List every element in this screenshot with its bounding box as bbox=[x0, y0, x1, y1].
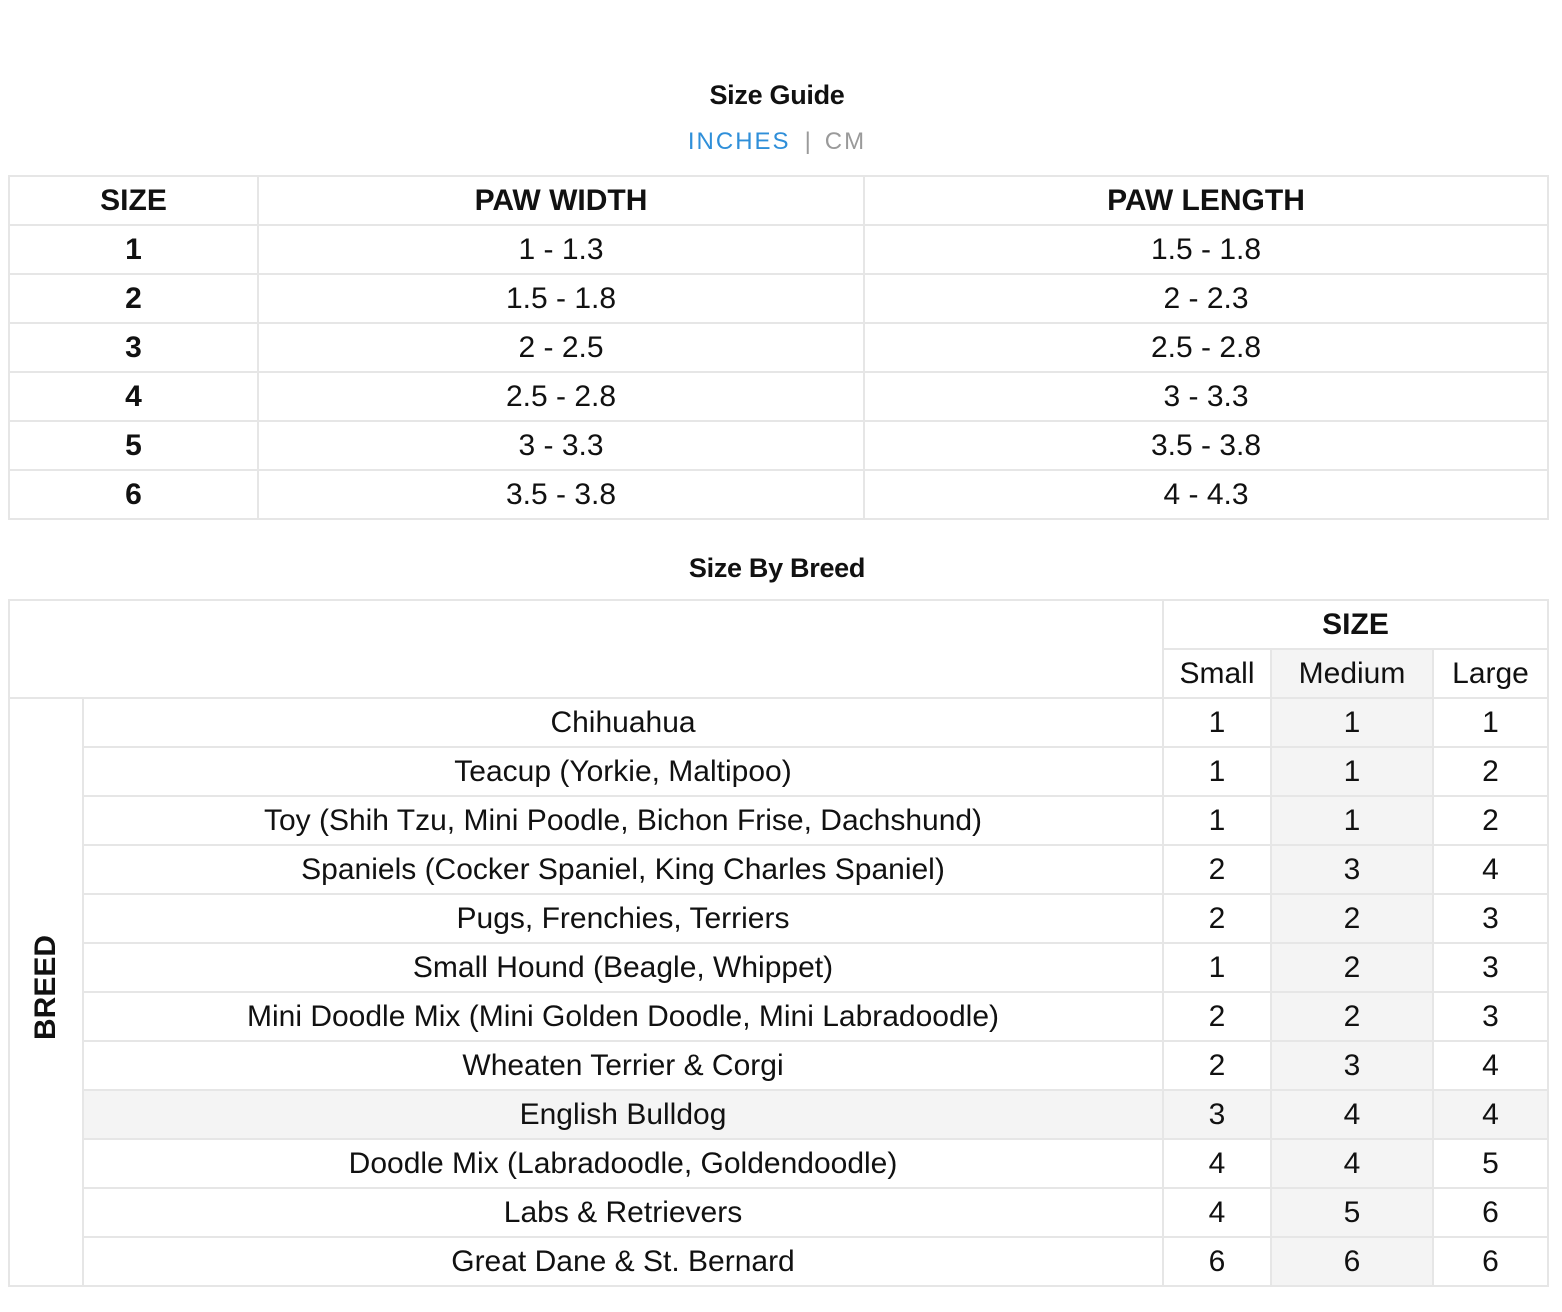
breed-axis-label: BREED bbox=[29, 935, 62, 1041]
paw-width-cell: 2 - 2.5 bbox=[258, 323, 864, 372]
breed-name-cell: Teacup (Yorkie, Maltipoo) bbox=[83, 747, 1163, 796]
size-cell: 5 bbox=[9, 421, 258, 470]
large-size-cell: 2 bbox=[1433, 747, 1548, 796]
small-size-cell: 4 bbox=[1163, 1139, 1271, 1188]
table-row bbox=[9, 470, 1548, 519]
table-row bbox=[9, 421, 1548, 470]
unit-toggle bbox=[0, 128, 1554, 156]
header-paw-width: PAW WIDTH bbox=[258, 176, 864, 225]
table-row bbox=[9, 943, 1548, 992]
breed-name-cell: Chihuahua bbox=[83, 698, 1163, 747]
table-row bbox=[9, 1090, 1548, 1139]
small-size-cell: 3 bbox=[1163, 1090, 1271, 1139]
small-size-cell: 1 bbox=[1163, 698, 1271, 747]
paw-length-cell: 2.5 - 2.8 bbox=[864, 323, 1548, 372]
breed-name-cell: Labs & Retrievers bbox=[83, 1188, 1163, 1237]
table-row bbox=[9, 845, 1548, 894]
breed-axis-label-cell bbox=[9, 698, 83, 1286]
large-size-cell: 3 bbox=[1433, 894, 1548, 943]
column-large: Large bbox=[1433, 649, 1548, 698]
medium-size-cell: 4 bbox=[1271, 1139, 1433, 1188]
medium-size-cell: 6 bbox=[1271, 1237, 1433, 1286]
medium-size-cell: 1 bbox=[1271, 747, 1433, 796]
medium-size-cell: 1 bbox=[1271, 796, 1433, 845]
size-cell: 6 bbox=[9, 470, 258, 519]
table-row bbox=[9, 1188, 1548, 1237]
large-size-cell: 6 bbox=[1433, 1237, 1548, 1286]
small-size-cell: 2 bbox=[1163, 894, 1271, 943]
table-row bbox=[9, 372, 1548, 421]
breed-name-cell: Wheaten Terrier & Corgi bbox=[83, 1041, 1163, 1090]
size-guide-table bbox=[8, 175, 1549, 520]
medium-size-cell: 2 bbox=[1271, 943, 1433, 992]
table-row bbox=[9, 323, 1548, 372]
header-paw-length: PAW LENGTH bbox=[864, 176, 1548, 225]
breed-name-cell: Toy (Shih Tzu, Mini Poodle, Bichon Frise, Dachshund) bbox=[83, 796, 1163, 845]
large-size-cell: 3 bbox=[1433, 943, 1548, 992]
medium-size-cell: 3 bbox=[1271, 845, 1433, 894]
large-size-cell: 5 bbox=[1433, 1139, 1548, 1188]
size-cell: 4 bbox=[9, 372, 258, 421]
unit-inches-tab[interactable]: INCHES bbox=[687, 128, 791, 155]
table-row bbox=[9, 894, 1548, 943]
table-row bbox=[9, 796, 1548, 845]
small-size-cell: 1 bbox=[1163, 796, 1271, 845]
large-size-cell: 4 bbox=[1433, 1041, 1548, 1090]
small-size-cell: 2 bbox=[1163, 1041, 1271, 1090]
size-group-header: SIZE bbox=[1163, 600, 1548, 649]
table-row bbox=[9, 1139, 1548, 1188]
paw-length-cell: 1.5 - 1.8 bbox=[864, 225, 1548, 274]
table-row bbox=[9, 747, 1548, 796]
breed-name-cell: Great Dane & St. Bernard bbox=[83, 1237, 1163, 1286]
size-cell: 2 bbox=[9, 274, 258, 323]
table-row bbox=[9, 225, 1548, 274]
breed-name-cell: Pugs, Frenchies, Terriers bbox=[83, 894, 1163, 943]
medium-size-cell: 2 bbox=[1271, 894, 1433, 943]
table-row bbox=[9, 1237, 1548, 1286]
blank-corner-cell bbox=[9, 600, 1163, 698]
large-size-cell: 1 bbox=[1433, 698, 1548, 747]
breed-name-cell: English Bulldog bbox=[83, 1090, 1163, 1139]
large-size-cell: 2 bbox=[1433, 796, 1548, 845]
breed-name-cell: Doodle Mix (Labradoodle, Goldendoodle) bbox=[83, 1139, 1163, 1188]
size-by-breed-title: Size By Breed bbox=[688, 553, 866, 583]
paw-width-cell: 2.5 - 2.8 bbox=[258, 372, 864, 421]
medium-size-cell: 5 bbox=[1271, 1188, 1433, 1237]
table-row bbox=[9, 274, 1548, 323]
column-small: Small bbox=[1163, 649, 1271, 698]
table-row bbox=[9, 992, 1548, 1041]
table-row bbox=[9, 698, 1548, 747]
small-size-cell: 2 bbox=[1163, 845, 1271, 894]
size-cell: 3 bbox=[9, 323, 258, 372]
size-guide-title: Size Guide bbox=[709, 80, 845, 110]
medium-size-cell: 4 bbox=[1271, 1090, 1433, 1139]
unit-separator: | bbox=[804, 128, 811, 155]
size-cell: 1 bbox=[9, 225, 258, 274]
small-size-cell: 4 bbox=[1163, 1188, 1271, 1237]
medium-size-cell: 3 bbox=[1271, 1041, 1433, 1090]
breed-name-cell: Small Hound (Beagle, Whippet) bbox=[83, 943, 1163, 992]
large-size-cell: 4 bbox=[1433, 1090, 1548, 1139]
paw-length-cell: 4 - 4.3 bbox=[864, 470, 1548, 519]
small-size-cell: 6 bbox=[1163, 1237, 1271, 1286]
column-medium: Medium bbox=[1271, 649, 1433, 698]
paw-length-cell: 3.5 - 3.8 bbox=[864, 421, 1548, 470]
paw-length-cell: 3 - 3.3 bbox=[864, 372, 1548, 421]
medium-size-cell: 1 bbox=[1271, 698, 1433, 747]
medium-size-cell: 2 bbox=[1271, 992, 1433, 1041]
table-row bbox=[9, 1041, 1548, 1090]
header-size: SIZE bbox=[9, 176, 258, 225]
paw-width-cell: 3 - 3.3 bbox=[258, 421, 864, 470]
small-size-cell: 2 bbox=[1163, 992, 1271, 1041]
unit-cm-tab[interactable]: CM bbox=[824, 128, 867, 155]
paw-length-cell: 2 - 2.3 bbox=[864, 274, 1548, 323]
small-size-cell: 1 bbox=[1163, 943, 1271, 992]
large-size-cell: 3 bbox=[1433, 992, 1548, 1041]
small-size-cell: 1 bbox=[1163, 747, 1271, 796]
paw-width-cell: 1 - 1.3 bbox=[258, 225, 864, 274]
paw-width-cell: 1.5 - 1.8 bbox=[258, 274, 864, 323]
breed-size-group-row bbox=[9, 600, 1548, 649]
breed-name-cell: Mini Doodle Mix (Mini Golden Doodle, Mini Labradoodle) bbox=[83, 992, 1163, 1041]
paw-width-cell: 3.5 - 3.8 bbox=[258, 470, 864, 519]
size-by-breed-table bbox=[8, 599, 1549, 1287]
size-guide-header-row bbox=[9, 176, 1548, 225]
large-size-cell: 6 bbox=[1433, 1188, 1548, 1237]
large-size-cell: 4 bbox=[1433, 845, 1548, 894]
breed-name-cell: Spaniels (Cocker Spaniel, King Charles Spaniel) bbox=[83, 845, 1163, 894]
